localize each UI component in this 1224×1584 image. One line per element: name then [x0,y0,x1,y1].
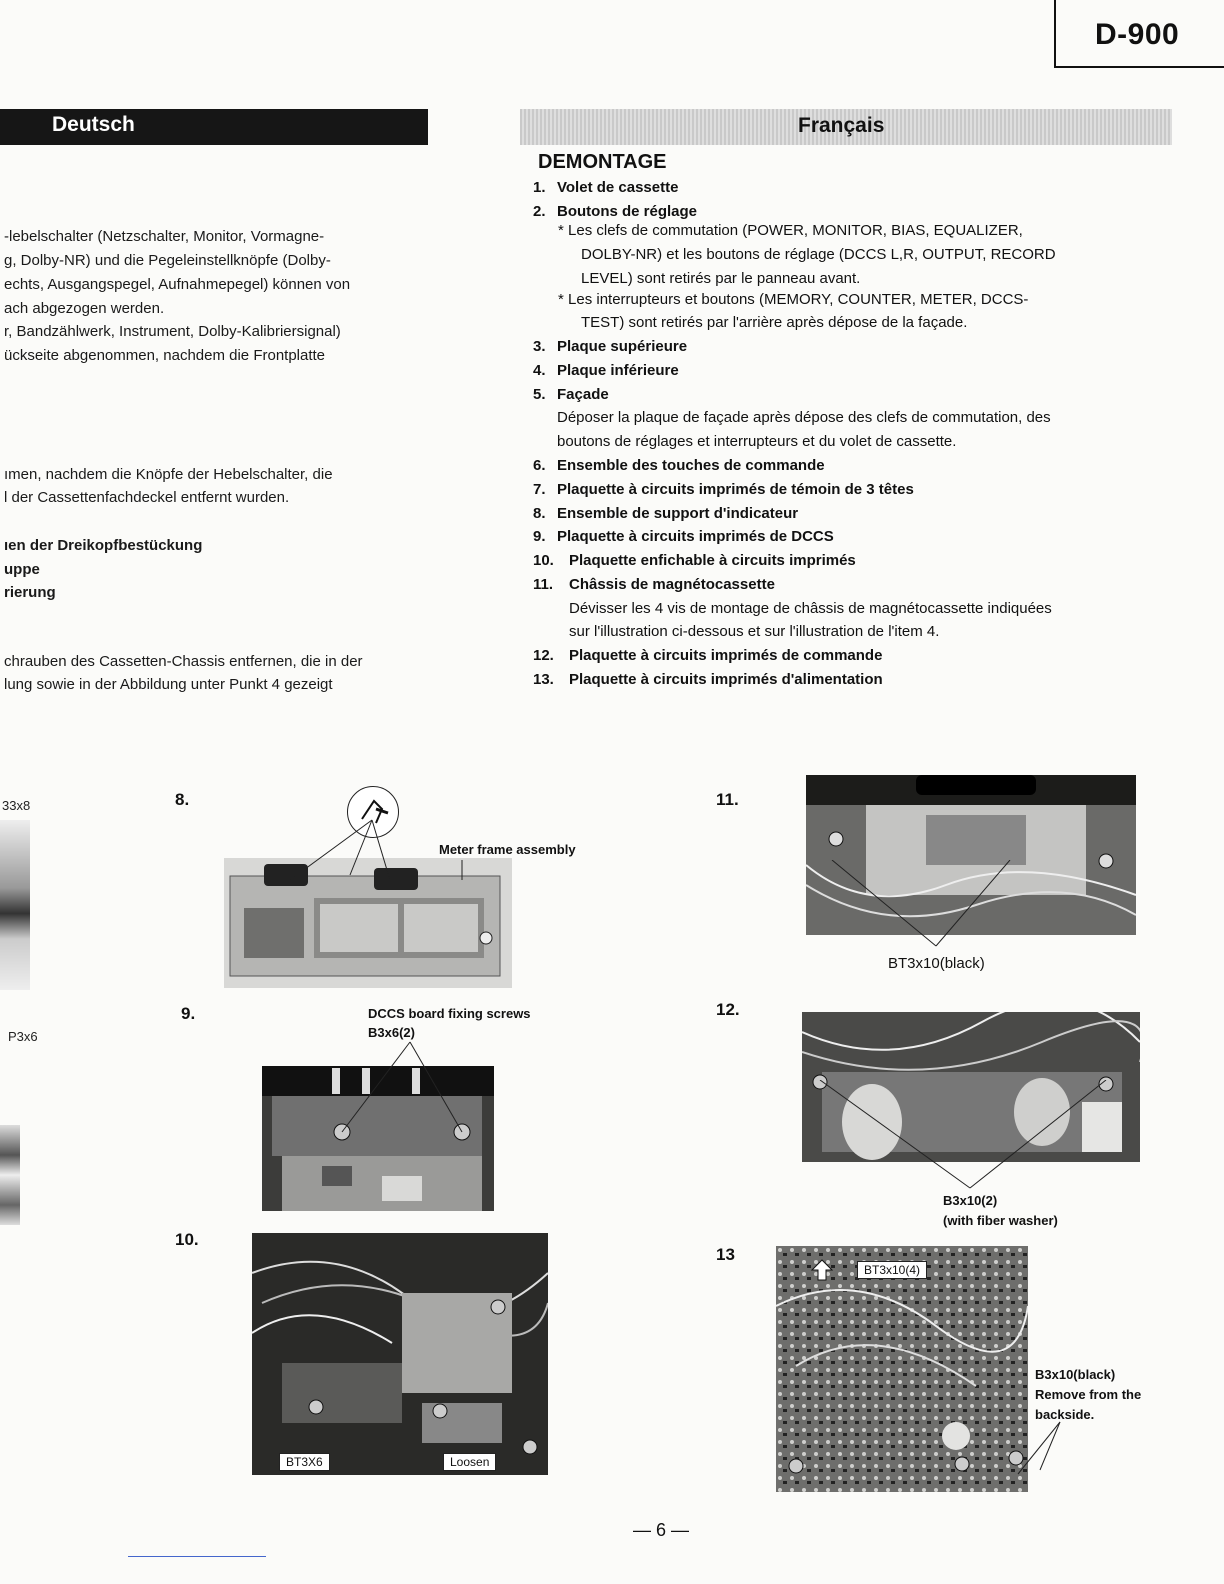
note-line: Déposer la plaque de façade après dépose des clefs de commutation, des [557,409,1051,426]
de-line: uppe [4,561,40,578]
note-line: * Les interrupteurs et boutons (MEMORY, COUNTER, METER, DCCS- [558,291,1029,308]
figure-11-leader-lines [820,860,1020,950]
list-item-10: 10. Plaquette enfichable à circuits imprimés [533,552,856,569]
model-label: D-900 [1095,18,1180,51]
note-line: * Les clefs de commutation (POWER, MONITOR, BIAS, EQUALIZER, [558,222,1023,239]
figure-9-caption-screws: B3x6(2) [368,1025,415,1040]
list-item-5: 5. Façade [533,386,609,403]
list-item-8: 8. Ensemble de support d'indicateur [533,505,799,522]
list-item-11: 11. Châssis de magnétocassette [533,576,775,593]
figure-8-leader-lines [280,800,480,880]
figure-11-caption: BT3x10(black) [888,955,985,972]
francais-banner-label: Français [798,114,885,137]
de-line: rierung [4,584,56,601]
section-heading: DEMONTAGE [538,151,667,173]
de-line: ımen, nachdem die Knöpfe der Hebelschalter, die [4,466,333,483]
deutsch-banner-label: Deutsch [52,113,135,136]
figure-number: 10. [175,1230,199,1249]
list-item-6: 6. Ensemble des touches de commande [533,457,825,474]
de-line: l der Cassettenfachdeckel entfernt wurden. [4,489,290,506]
note-line: LEVEL) sont retirés par le panneau avant. [581,270,861,287]
de-line: r, Bandzählwerk, Instrument, Dolby-Kalibriersignal) [4,323,341,340]
list-item-13: 13. Plaquette à circuits imprimés d'alimentation [533,671,883,688]
note-line: sur l'illustration ci-dessous et sur l'illustration de l'item 4. [569,623,940,640]
figure-number: 9. [181,1004,196,1023]
figure-8-caption: Meter frame assembly [439,842,576,857]
de-line: chrauben des Cassetten-Chassis entfernen, die in der [4,653,363,670]
figure-9-leader-lines [330,1040,480,1140]
figure-13-caption: B3x10(black) [1035,1367,1116,1382]
figure-12-caption: B3x10(2) [943,1193,998,1208]
de-line: ückseite abgenommen, nachdem die Frontplatte [4,347,326,364]
figure-13-photo [776,1246,1028,1492]
list-item-12: 12. Plaquette à circuits imprimés de commande [533,647,883,664]
page-number: — 6 — [633,1520,690,1540]
edge-photo-strip [0,820,30,990]
list-item-9: 9. Plaquette à circuits imprimés de DCCS [533,528,834,545]
list-item-4: 4. Plaque inférieure [533,362,679,379]
footer-rule [128,1556,266,1557]
edge-photo-strip [0,1125,20,1225]
de-line: echts, Ausgangspegel, Aufnahmepegel) können von [4,276,351,293]
figure-number: 13 [716,1245,735,1264]
note-line: TEST) sont retirés par l'arrière après dépose de la façade. [581,314,968,331]
de-line: lung sowie in der Abbildung unter Punkt 4 gezeigt [4,676,333,693]
de-line: -lebelschalter (Netzschalter, Monitor, Vormagne- [4,228,325,245]
deutsch-banner [0,109,428,145]
figure-13-leader-lines [1010,1420,1070,1480]
figure-13-tag-screws: BT3x10(4) [857,1261,927,1279]
note-line: Dévisser les 4 vis de montage de châssis de magnétocassette indiquées [569,600,1052,617]
figure-9-caption: DCCS board fixing screws [368,1006,531,1021]
figure-13-caption-note: Remove from the [1035,1387,1142,1402]
figure-10-photo [252,1233,548,1475]
de-line: ıen der Dreikopfbestückung [4,537,203,554]
de-line: ach abgezogen werden. [4,300,165,317]
figure-number: 8. [175,790,190,809]
note-line: DOLBY-NR) et les boutons de réglage (DCCS L,R, OUTPUT, RECORD [581,246,1056,263]
figure-number: 12. [716,1000,740,1019]
figure-10-tag-loosen: Loosen [443,1453,496,1471]
edge-label: P3x6 [8,1029,38,1044]
figure-12-leader-lines [810,1080,1140,1190]
figure-12-caption-note: (with fiber washer) [943,1213,1058,1228]
edge-label: 33x8 [2,798,31,813]
figure-13-caption-note2: backside. [1035,1407,1095,1422]
list-item-1: 1. Volet de cassette [533,179,679,196]
list-item-7: 7. Plaquette à circuits imprimés de témoin de 3 têtes [533,481,914,498]
figure-10-tag-screws: BT3X6 [279,1453,330,1471]
figure-number: 11. [716,790,739,809]
note-line: boutons de réglages et interrupteurs et du volet de cassette. [557,433,957,450]
list-item-3: 3. Plaque supérieure [533,338,688,355]
de-line: g, Dolby-NR) und die Pegeleinstellknöpfe (Dolby- [4,252,331,269]
francais-banner [520,109,1172,145]
list-item-2: 2. Boutons de réglage [533,203,698,220]
